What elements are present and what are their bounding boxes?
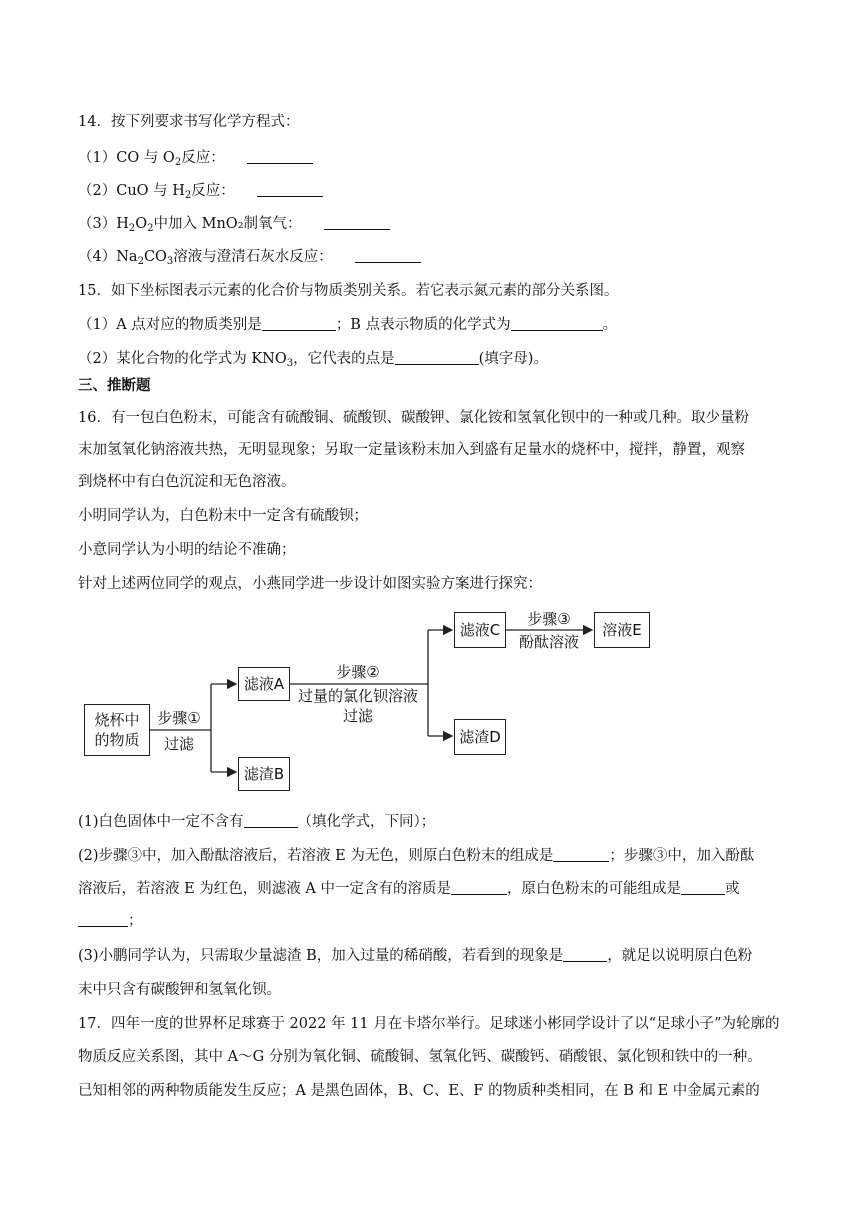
flow-label-step1-action: 过滤: [163, 735, 194, 753]
flow-box-beaker-contents: 烧杯中 的物质: [84, 704, 150, 756]
q16-part-3: (3)小鹏同学认为，只需取少量滤渣 B，加入过量的稀硝酸，若看到的现象是 ，就足以说明原白色粉: [78, 948, 753, 964]
q17-paragraph-line: 已知相邻的两种物质能发生反应；A 是黑色固体，B、C、E、F 的物质种类相同，在 B 和 E 中金属元素的: [78, 1083, 760, 1099]
flow-label-step1: 步骤①: [157, 709, 201, 727]
q16-paragraph-line: 末加氢氧化钠溶液共热，无明显现象；另取一定量该粉末加入到盛有足量水的烧杯中，搅拌，静置，观察: [78, 442, 745, 458]
answer-blank[interactable]: [451, 879, 507, 895]
q16-part-3-cont: 末中只含有碳酸钾和氢氧化钡。: [78, 982, 281, 998]
flow-box-filtrate-a: 滤液A: [238, 667, 290, 701]
q16-part-1: (1)白色固体中一定不含有 （填化学式，下同）；: [78, 814, 436, 830]
flow-label-step2-action: 过滤: [342, 707, 373, 725]
q16-part-2-end: ；: [78, 911, 143, 931]
q15-part-1: （1）A 点对应的物质类别是 ；B 点表示物质的化学式为 。: [78, 317, 618, 333]
answer-blank[interactable]: [553, 846, 609, 862]
q16-part-2: (2)步骤③中，加入酚酞溶液后，若溶液 E 为无色，则原白色粉末的组成是 ；步骤③中，加入酚酞: [78, 848, 755, 864]
section-heading: 三、推断题: [78, 378, 151, 394]
q16-paragraph-line: 小明同学认为，白色粉末中一定含有硫酸钡；: [78, 508, 368, 524]
answer-blank[interactable]: [78, 911, 128, 927]
answer-blank[interactable]: [244, 812, 298, 828]
q16-paragraph-line: 针对上述两位同学的观点，小燕同学进一步设计如图实验方案进行探究：: [78, 576, 542, 592]
answer-blank[interactable]: [563, 946, 607, 962]
q16-paragraph-line: 小意同学认为小明的结论不准确；: [78, 542, 296, 558]
flow-box-filtrate-c: 滤液C: [454, 612, 506, 648]
q16-paragraph-line: 16．有一包白色粉末，可能含有硫酸铜、硫酸钡、碳酸钾、氯化铵和氢氧化钡中的一种或几种。取少量粉: [78, 410, 749, 426]
q16-part-2-cont: 溶液后，若溶液 E 为红色，则滤液 A 中一定含有的溶质是 ，原白色粉末的可能组成是 或: [78, 881, 740, 897]
q15-part-2: （2）某化合物的化学式为 $KNO_3$，它代表的点是 (填字母)。: [78, 351, 548, 369]
q16-paragraph-line: 到烧杯中有白色沉淀和无色溶液。: [78, 474, 296, 490]
q15-stem: 15．如下坐标图表示元素的化合价与物质类别关系。若它表示氮元素的部分关系图。: [78, 283, 619, 299]
q17-paragraph-line: 物质反应关系图，其中 A～G 分别为氧化铜、硫酸铜、氢氧化钙、碳酸钙、硝酸银、氯化钡和铁中的一种。: [78, 1049, 762, 1065]
q14-item-3: $(3)H_2O_2$中加入 MnO₂制氧气：: [78, 214, 390, 234]
flow-box-residue-b: 滤渣B: [238, 757, 290, 791]
flow-label-step2: 步骤②: [336, 663, 380, 681]
q14-item-2: （2）CuO 与 $H_2$反应：: [78, 181, 323, 201]
q14-item-1: （1）CO 与 $O_2$反应：: [78, 148, 313, 168]
q14-item-4: $(4)Na_2CO_3$溶液与澄清石灰水反应：: [78, 247, 421, 267]
q17-paragraph-line: 17．四年一度的世界杯足球赛于 2022 年 11 月在卡塔尔举行。足球迷小彬同学设计了以“足球小子”为轮廓的: [78, 1016, 780, 1032]
flow-label-step3-reagent: 酚酞溶液: [518, 633, 579, 651]
flow-box-solution-e: 溶液E: [594, 612, 650, 648]
flow-box-residue-d: 滤渣D: [454, 719, 506, 755]
q14-stem: 14．按下列要求书写化学方程式：: [78, 114, 300, 130]
flow-label-step3: 步骤③: [527, 610, 571, 628]
flow-label-step2-reagent: 过量的氯化钡溶液: [297, 687, 418, 705]
answer-blank[interactable]: [681, 879, 725, 895]
